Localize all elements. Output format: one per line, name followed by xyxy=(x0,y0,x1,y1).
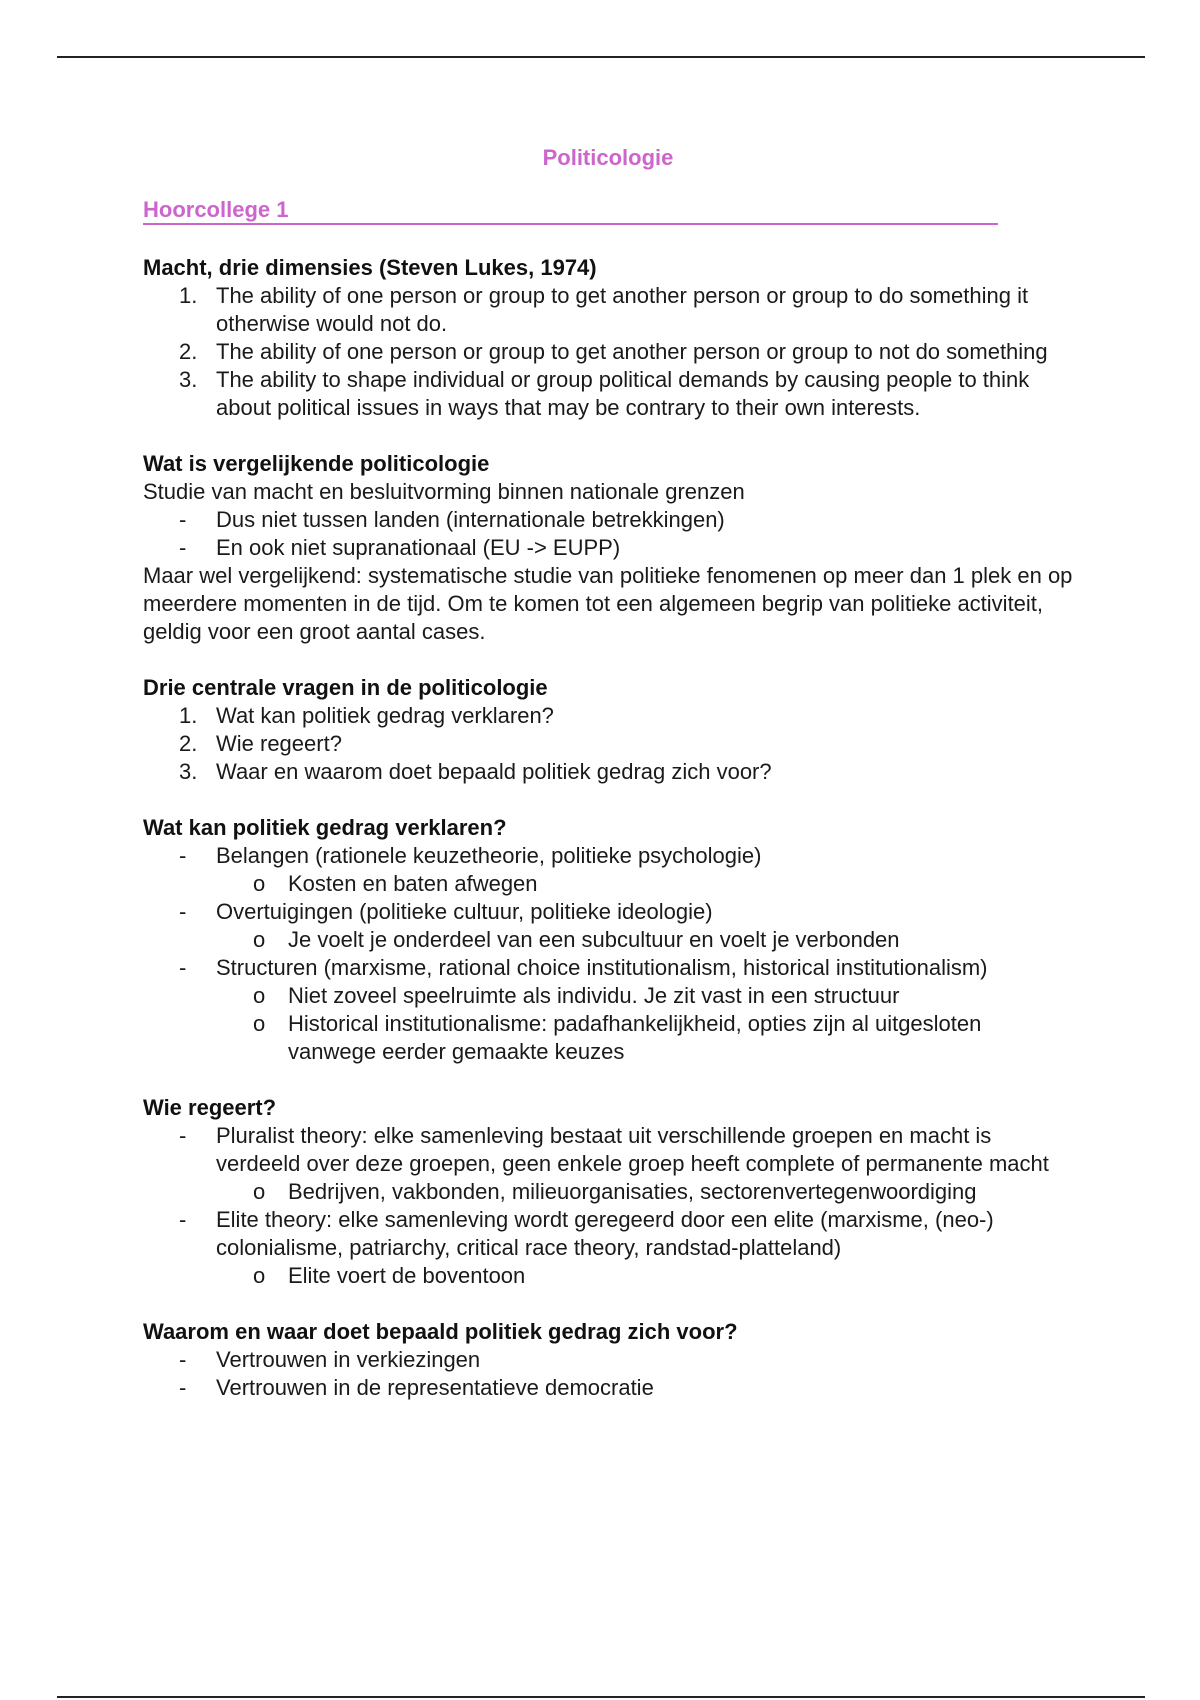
list-marker: 1. xyxy=(179,703,198,728)
list-item-text: The ability to shape individual or group political demands by causing people to think about political issues in ways that may be contrary to their own interests. xyxy=(216,367,1030,420)
list-item-text: En ook niet supranationaal (EU -> EUPP) xyxy=(216,535,621,560)
list-marker: 3. xyxy=(179,759,198,784)
section-heading: Wie regeert? xyxy=(143,1095,277,1120)
list-item-text: Overtuigingen (politieke cultuur, politieke ideologie) xyxy=(216,899,713,924)
list-marker: - xyxy=(179,1347,187,1372)
list-item xyxy=(143,534,1073,562)
list-item-text: Vertrouwen in verkiezingen xyxy=(216,1347,481,1372)
numbered-list xyxy=(143,282,1073,422)
sub-list-item xyxy=(143,1010,1073,1066)
list-item xyxy=(143,758,1073,786)
list-item-text: Dus niet tussen landen (internationale betrekkingen) xyxy=(216,507,725,532)
list-marker: 1. xyxy=(179,283,198,308)
list-item xyxy=(143,730,1073,758)
list-item-text: Elite theory: elke samenleving wordt geregeerd door een elite (marxisme, (neo-) colonialisme, patriarchy, critical race theory, randstad-platteland) xyxy=(216,1207,994,1260)
list-item-text: Wie regeert? xyxy=(216,731,342,756)
list-marker: - xyxy=(179,843,187,868)
bullet-list xyxy=(143,506,1073,562)
list-item xyxy=(143,282,1073,338)
list-item-text: Vertrouwen in de representatieve democratie xyxy=(216,1375,654,1400)
list-marker: - xyxy=(179,535,187,560)
bottom-rule xyxy=(57,1696,1145,1698)
list-marker: - xyxy=(179,1123,187,1148)
list-marker: - xyxy=(179,507,187,532)
list-item-text: Historical institutionalisme: padafhankelijkheid, opties zijn al uitgesloten vanwege eerder gemaakte keuzes xyxy=(288,1011,982,1064)
document-body xyxy=(143,140,1073,1402)
list-item-text: The ability of one person or group to get another person or group to do something it otherwise would not do. xyxy=(216,283,1029,336)
section-govern xyxy=(143,1094,1073,1290)
list-item-text: Kosten en baten afwegen xyxy=(288,871,538,896)
list-item xyxy=(143,898,1073,926)
list-item-text: Waar en waarom doet bepaald politiek gedrag zich voor? xyxy=(216,759,772,784)
list-marker: - xyxy=(179,899,187,924)
list-marker: 2. xyxy=(179,731,198,756)
document-title: Politicologie xyxy=(542,145,674,170)
numbered-list xyxy=(143,702,1073,786)
list-item-text: Je voelt je onderdeel van een subcultuur en voelt je verbonden xyxy=(288,927,900,952)
list-marker: o xyxy=(253,1263,266,1288)
list-marker: o xyxy=(253,927,266,952)
top-rule xyxy=(57,56,1145,58)
lecture-heading: Hoorcollege 1 xyxy=(143,199,998,225)
list-item-text: Pluralist theory: elke samenleving bestaat uit verschillende groepen en macht is verdeeld over deze groepen, geen enkele groep heeft complete of permanente macht xyxy=(216,1123,1049,1176)
list-item xyxy=(143,1374,1073,1402)
list-item-text: Wat kan politiek gedrag verklaren? xyxy=(216,703,554,728)
section-comparative xyxy=(143,450,1073,646)
bullet-list xyxy=(143,842,1073,1066)
list-item-text: Niet zoveel speelruimte als individu. Je zit vast in een structuur xyxy=(288,983,900,1008)
list-item-text: Belangen (rationele keuzetheorie, politieke psychologie) xyxy=(216,843,762,868)
list-item xyxy=(143,954,1073,982)
section-power xyxy=(143,254,1073,422)
list-marker: 2. xyxy=(179,339,198,364)
list-item xyxy=(143,1122,1073,1178)
list-item-text: Bedrijven, vakbonden, milieuorganisaties, sectorenvertegenwoordiging xyxy=(288,1179,977,1204)
list-marker: - xyxy=(179,955,187,980)
bullet-list xyxy=(143,1122,1073,1290)
section-questions xyxy=(143,674,1073,786)
sub-list-item xyxy=(143,982,1073,1010)
list-item xyxy=(143,1346,1073,1374)
list-item xyxy=(143,366,1073,422)
sub-list-item xyxy=(143,1262,1073,1290)
list-item xyxy=(143,506,1073,534)
section-heading: Wat kan politiek gedrag verklaren? xyxy=(143,815,507,840)
sub-list-item xyxy=(143,870,1073,898)
paragraph: Studie van macht en besluitvorming binnen nationale grenzen xyxy=(143,479,745,504)
list-marker: o xyxy=(253,1011,266,1036)
list-marker: - xyxy=(179,1375,187,1400)
list-item-text: Elite voert de boventoon xyxy=(288,1263,526,1288)
section-heading: Waarom en waar doet bepaald politiek gedrag zich voor? xyxy=(143,1319,738,1344)
list-item xyxy=(143,702,1073,730)
sub-list-item xyxy=(143,926,1073,954)
list-item xyxy=(143,338,1073,366)
section-heading: Wat is vergelijkende politicologie xyxy=(143,451,490,476)
list-marker: o xyxy=(253,871,266,896)
list-marker: 3. xyxy=(179,367,198,392)
list-marker: - xyxy=(179,1207,187,1232)
bullet-list xyxy=(143,1346,1073,1402)
section-heading: Macht, drie dimensies (Steven Lukes, 1974) xyxy=(143,255,597,280)
paragraph: Maar wel vergelijkend: systematische studie van politieke fenomenen op meer dan 1 plek en op meerdere momenten in de tijd. Om te komen tot een algemeen begrip van politieke activiteit, geldig voor een groot aantal cases. xyxy=(143,563,1073,644)
section-heading: Drie centrale vragen in de politicologie xyxy=(143,675,548,700)
section-explain xyxy=(143,814,1073,1066)
list-item xyxy=(143,1206,1073,1262)
list-item xyxy=(143,842,1073,870)
list-item-text: The ability of one person or group to get another person or group to not do something xyxy=(216,339,1048,364)
sub-list-item xyxy=(143,1178,1073,1206)
list-marker: o xyxy=(253,983,266,1008)
list-marker: o xyxy=(253,1179,266,1204)
list-item-text: Structuren (marxisme, rational choice institutionalism, historical institutionalism) xyxy=(216,955,988,980)
section-where xyxy=(143,1318,1073,1402)
